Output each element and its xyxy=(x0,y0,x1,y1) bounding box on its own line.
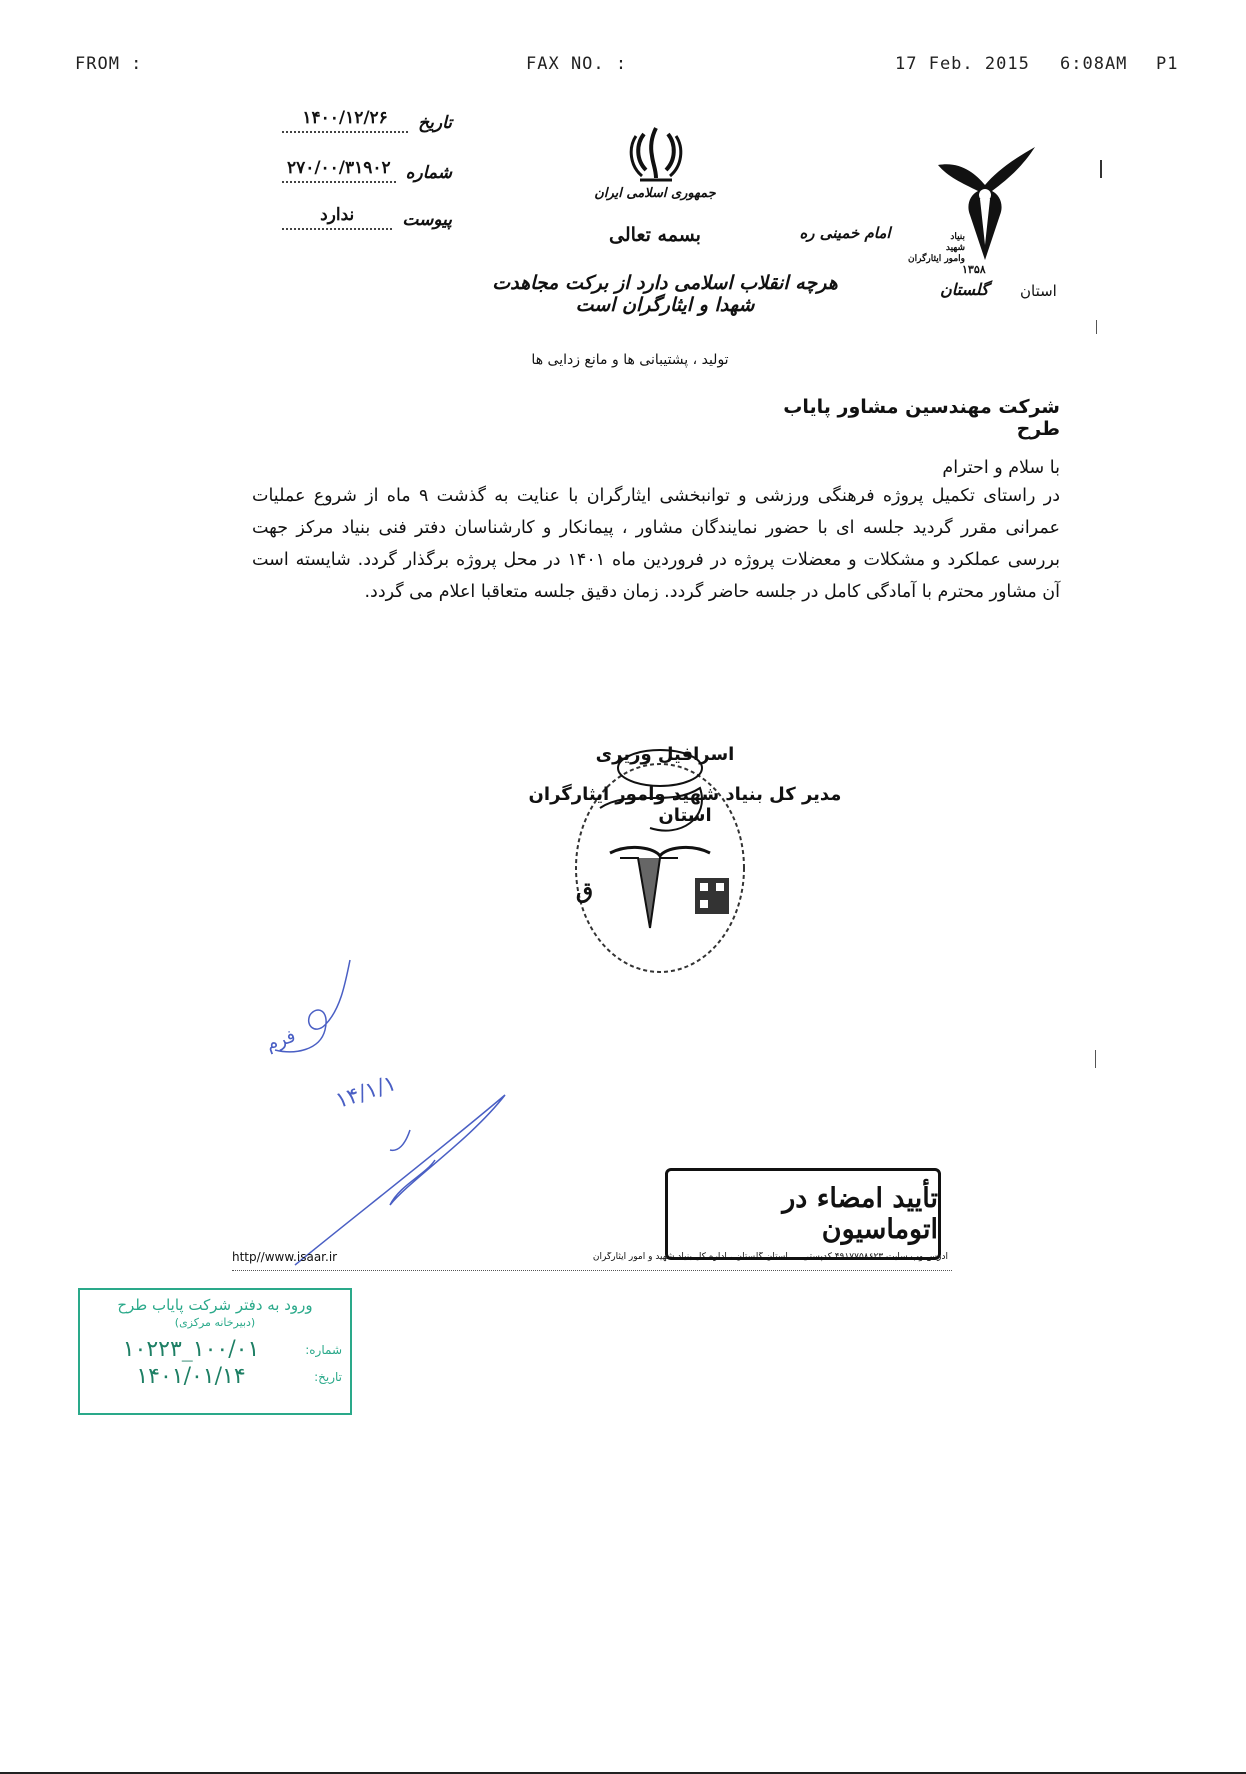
footer-website: http//www.isaar.ir xyxy=(232,1250,338,1264)
imam-attribution: امام خمینی ره xyxy=(799,224,891,242)
receipt-date-label: تاریخ: xyxy=(314,1369,342,1384)
fax-time: 6:08AM xyxy=(1060,54,1128,74)
fax-number: FAX NO. : xyxy=(526,54,628,74)
receipt-date-value: ۱۴۰۱/۰۱/۱۴ xyxy=(136,1364,246,1389)
meta-number-label: شماره xyxy=(405,163,452,183)
receipt-stamp xyxy=(78,1288,352,1415)
signer-name: اسرافیل وزیری xyxy=(595,744,735,765)
republic-label: جمهوری اسلامی ایران xyxy=(594,186,716,201)
logo-line-1: بنیاد xyxy=(950,232,965,242)
meta-attachment-value: ندارد xyxy=(282,205,392,230)
meta-attachment-label: پیوست xyxy=(402,210,452,230)
province-label: استان xyxy=(1020,282,1057,300)
automation-confirmation-box: تأیید امضاء در اتوماسیون xyxy=(665,1168,941,1260)
meta-date-value: ۱۴۰۰/۱۲/۲۶ xyxy=(282,108,408,133)
logo-line-2: شهید xyxy=(945,243,965,253)
scan-mark xyxy=(1100,160,1102,178)
svg-text:ق: ق xyxy=(576,878,594,904)
receipt-stamp-title: ورود به دفتر شرکت پایاب طرح xyxy=(117,1296,313,1314)
iran-emblem-icon xyxy=(626,122,686,186)
letter-body: در راستای تکمیل پروژه فرهنگی ورزشی و توانبخشی ایثارگران با عنایت به گذشت ۹ ماه از شروع عملیات عمرانی مقرر گردید جلسه ای با حضور نمایندگان مشاور ، پیمانکار و کارشناسان دفتر فنی بنیاد مرکز جهت بررسی عملکرد و مشکلات و معضلات پروژه در فروردین ماه ۱۴۰۱ در محل پروژه برگذار گردد. شایسته است آن مشاور محترم با آمادگی کامل در جلسه حاضر گردد. زمان دقیق جلسه متعاقبا اعلام می گردد. xyxy=(252,486,1061,602)
header-quote: هرچه انقلاب اسلامی دارد از برکت مجاهدت شهدا و ایثارگران است xyxy=(492,272,838,316)
meta-number-value: ۲۷۰/۰۰/۳۱۹۰۲ xyxy=(282,158,396,183)
handwritten-note-2: ۱۴/۱/۱ xyxy=(332,1071,400,1114)
meta-date xyxy=(282,108,452,133)
meta-attachment xyxy=(282,205,452,230)
recipient: شرکت مهندسین مشاور پایاب طرح xyxy=(783,396,1060,440)
scan-mark xyxy=(1095,1050,1096,1068)
footer-divider xyxy=(232,1270,952,1271)
fax-date: 17 Feb. 2015 xyxy=(895,54,1030,74)
meta-date-label: تاریخ xyxy=(418,113,452,133)
meta-number xyxy=(282,158,452,183)
logo-year: ۱۳۵۸ xyxy=(962,263,986,276)
fax-from: FROM : xyxy=(75,54,143,74)
receipt-number-label: شماره: xyxy=(305,1342,342,1357)
handwritten-signature-icon xyxy=(290,1090,520,1270)
receipt-number-value: ۱۰۰/۰۱_۱۰۲۲۳ xyxy=(122,1337,260,1362)
footer-address: آدرس وب سایت ۴۹۱۷۷۵۸۶۲۳ کدپستی ... استان گلستان ، اداره کل بنیاد شهید و امور ایثارگران xyxy=(592,1252,948,1262)
fax-page: P1 xyxy=(1156,54,1179,74)
logo-caption xyxy=(905,232,965,265)
handwritten-note-1: فرم xyxy=(263,1025,299,1056)
receipt-stamp-subtitle: (دبیرخانه مرکزی) xyxy=(174,1316,256,1329)
greeting: با سلام و احترام xyxy=(942,458,1060,478)
slogan: تولید ، پشتیبانی ها و مانع زدایی ها xyxy=(531,352,729,368)
signer-title: مدیر کل بنیاد شهید وامور ایثارگران استان xyxy=(528,784,842,826)
logo-line-3: وامور ایثارگران xyxy=(908,254,965,264)
handwritten-note-icon xyxy=(255,955,365,1075)
basmala: بسمه تعالی xyxy=(609,224,701,246)
province-name: گلستان xyxy=(940,280,989,299)
scan-mark xyxy=(1096,320,1097,334)
